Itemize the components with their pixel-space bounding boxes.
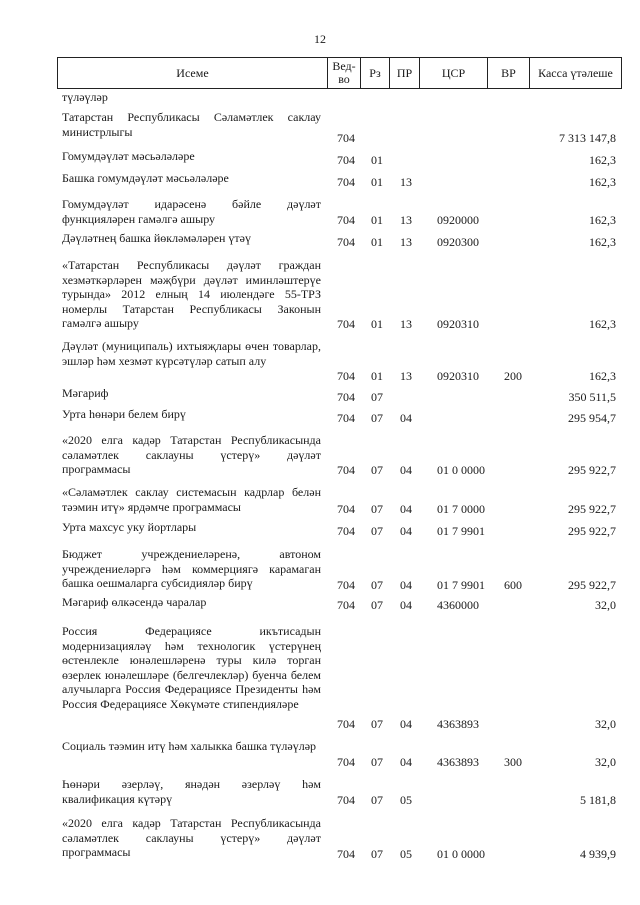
table-row: [0, 145, 640, 167]
column-header-vr: ВР: [488, 58, 530, 89]
row-ved: 704: [337, 846, 355, 861]
row-csr: 4363893: [437, 716, 479, 731]
row-rz: 01: [371, 152, 383, 167]
row-name: Урта һөнәри белем бирү: [62, 407, 186, 421]
row-rz: 07: [371, 754, 383, 769]
row-sum: 162,3: [589, 152, 616, 167]
row-csr: 01 7 9901: [437, 523, 485, 538]
row-vr: 200: [504, 368, 522, 383]
row-ved: 704: [337, 410, 355, 425]
row-sum: 295 922,7: [568, 501, 616, 516]
row-ved: 704: [337, 792, 355, 807]
row-ved: 704: [337, 523, 355, 538]
row-pr: 13: [400, 212, 412, 227]
row-rz: 07: [371, 577, 383, 592]
row-ved: 704: [337, 716, 355, 731]
table-row: [0, 612, 640, 731]
table-row: [0, 592, 640, 612]
row-vr: 600: [504, 577, 522, 592]
row-csr: 4360000: [437, 597, 479, 612]
row-ved: 704: [337, 212, 355, 227]
row-pr: 05: [400, 792, 412, 807]
table-row: [0, 807, 640, 861]
row-name: Урта махсус уку йортлары: [62, 520, 197, 534]
row-sum: 162,3: [589, 316, 616, 331]
row-sum: 295 922,7: [568, 577, 616, 592]
row-sum: 7 313 147,8: [559, 130, 616, 145]
table-row: [0, 227, 640, 249]
row-pr: 13: [400, 174, 412, 189]
row-ved: 704: [337, 754, 355, 769]
table-row: [0, 249, 640, 331]
table-row: [0, 477, 640, 516]
row-ved: 704: [337, 389, 355, 404]
column-header-ved: Вед-во: [328, 58, 361, 89]
row-rz: 07: [371, 501, 383, 516]
row-name: Бюджет учреждениеләренә, автоном учреждениеләргә һәм коммерциягә карамаган башка оешмаларга субсидияләр бирү: [62, 547, 321, 590]
row-vr: 300: [504, 754, 522, 769]
row-rz: 07: [371, 523, 383, 538]
row-sum: 295 922,7: [568, 523, 616, 538]
row-csr: 0920310: [437, 316, 479, 331]
row-rz: 07: [371, 597, 383, 612]
column-header-kassa: Касса үтәлеше: [530, 58, 622, 89]
row-sum: 32,0: [595, 754, 616, 769]
table-row: [0, 731, 640, 769]
row-name: «Татарстан Республикасы дәүләт граждан хезмәткәрләрен мәҗбүри дәүләт иминләштерүе турында» 2012 елның 14 июлендәге 55-ТРЗ номерлы Татарстан Республикасы Законын гамәлгә ашыру: [62, 258, 321, 330]
table-row: [0, 110, 640, 145]
row-rz: 01: [371, 316, 383, 331]
row-ved: 704: [337, 130, 355, 145]
row-ved: 704: [337, 597, 355, 612]
row-name: Һөнәри әзерләү, янәдән әзерләү һәм квалификация күтәрү: [62, 777, 321, 806]
row-csr: 4363893: [437, 754, 479, 769]
row-sum: 32,0: [595, 597, 616, 612]
row-csr: 01 7 0000: [437, 501, 485, 516]
continuation-text: түләүләр: [62, 90, 108, 104]
row-ved: 704: [337, 152, 355, 167]
row-rz: 07: [371, 716, 383, 731]
row-name: Татарстан Республикасы Сәламәтлек саклау министрлыгы: [62, 110, 321, 139]
row-pr: 04: [400, 577, 412, 592]
row-ved: 704: [337, 501, 355, 516]
row-name: Мәгариф өлкәсендә чаралар: [62, 595, 207, 609]
table-row: [0, 383, 640, 404]
row-sum: 5 181,8: [580, 792, 616, 807]
row-pr: 13: [400, 368, 412, 383]
column-header-pr: ПР: [390, 58, 420, 89]
column-header-csr: ЦСР: [420, 58, 488, 89]
row-name: «2020 елга кадәр Татарстан Республикасында сәламәтлек саклауны үстерү» дәүләт программасы: [62, 816, 321, 859]
row-csr: 01 0 0000: [437, 846, 485, 861]
table-row: [0, 331, 640, 383]
row-name: «Сәламәтлек саклау системасын кадрлар белән тәэмин итү» ярдәмче программасы: [62, 485, 321, 514]
row-csr: 0920000: [437, 212, 479, 227]
row-csr: 01 0 0000: [437, 462, 485, 477]
row-csr: 0920300: [437, 234, 479, 249]
row-sum: 162,3: [589, 174, 616, 189]
row-ved: 704: [337, 368, 355, 383]
page-number: 12: [314, 32, 326, 46]
row-sum: 295 922,7: [568, 462, 616, 477]
row-ved: 704: [337, 577, 355, 592]
row-sum: 4 939,9: [580, 846, 616, 861]
budget-table: [0, 110, 640, 861]
row-rz: 07: [371, 389, 383, 404]
table-row: [0, 404, 640, 425]
column-header-rz: Рз: [361, 58, 390, 89]
row-rz: 07: [371, 410, 383, 425]
row-csr: 01 7 9901: [437, 577, 485, 592]
row-pr: 13: [400, 316, 412, 331]
row-sum: 162,3: [589, 234, 616, 249]
row-name: Россия Федерациясе икътисадын модернизацияләү һәм технологик үстерүнең өстенлекле юнәлешләренә туры килә торган өзерлек юнәлешләре (белгечлекләр) буенча белем алучыларга Россия Федерациясе Президенты һәм Россия Федерациясе Хөкүмәте стипендияләре: [62, 624, 321, 711]
row-pr: 05: [400, 846, 412, 861]
row-ved: 704: [337, 234, 355, 249]
row-pr: 04: [400, 462, 412, 477]
table-row: [0, 189, 640, 227]
table-row: [0, 425, 640, 477]
table-row: [0, 516, 640, 538]
column-header-name: Исеме: [58, 58, 328, 89]
row-name: Гомумдәүләт мәсьәләләре: [62, 149, 195, 163]
row-rz: 01: [371, 174, 383, 189]
row-pr: 04: [400, 597, 412, 612]
row-rz: 01: [371, 212, 383, 227]
table-row: [0, 167, 640, 189]
row-sum: 295 954,7: [568, 410, 616, 425]
row-name: «2020 елга кадәр Татарстан Республикасында сәламәтлек саклауны үстерү» дәүләт программасы: [62, 433, 321, 476]
row-name: Гомумдәүләт идарәсенә бәйле дәүләт функцияләрен гамәлгә ашыру: [62, 197, 321, 226]
row-name: Мәгариф: [62, 386, 109, 400]
row-pr: 13: [400, 234, 412, 249]
row-sum: 162,3: [589, 212, 616, 227]
row-pr: 04: [400, 410, 412, 425]
row-rz: 01: [371, 234, 383, 249]
row-ved: 704: [337, 174, 355, 189]
row-ved: 704: [337, 462, 355, 477]
row-pr: 04: [400, 716, 412, 731]
row-sum: 162,3: [589, 368, 616, 383]
row-name: Дәүләтнең башка йөкләмәләрен үтәү: [62, 231, 252, 245]
row-name: Дәүләт (муниципаль) ихтыяҗлары өчен товарлар, эшләр һәм хезмәт күрсәтүләр сатып алу: [62, 339, 321, 368]
row-rz: 07: [371, 792, 383, 807]
row-name: Башка гомумдәүләт мәсьәләләре: [62, 171, 229, 185]
row-sum: 350 511,5: [568, 389, 616, 404]
row-ved: 704: [337, 316, 355, 331]
row-rz: 07: [371, 462, 383, 477]
row-pr: 04: [400, 523, 412, 538]
table-header: [57, 57, 622, 89]
row-pr: 04: [400, 501, 412, 516]
row-name: Социаль тәэмин итү һәм халыкка башка түләүләр: [62, 739, 317, 753]
row-rz: 07: [371, 846, 383, 861]
row-rz: 01: [371, 368, 383, 383]
table-row: [0, 769, 640, 807]
table-row: [0, 538, 640, 592]
row-csr: 0920310: [437, 368, 479, 383]
row-pr: 04: [400, 754, 412, 769]
row-sum: 32,0: [595, 716, 616, 731]
